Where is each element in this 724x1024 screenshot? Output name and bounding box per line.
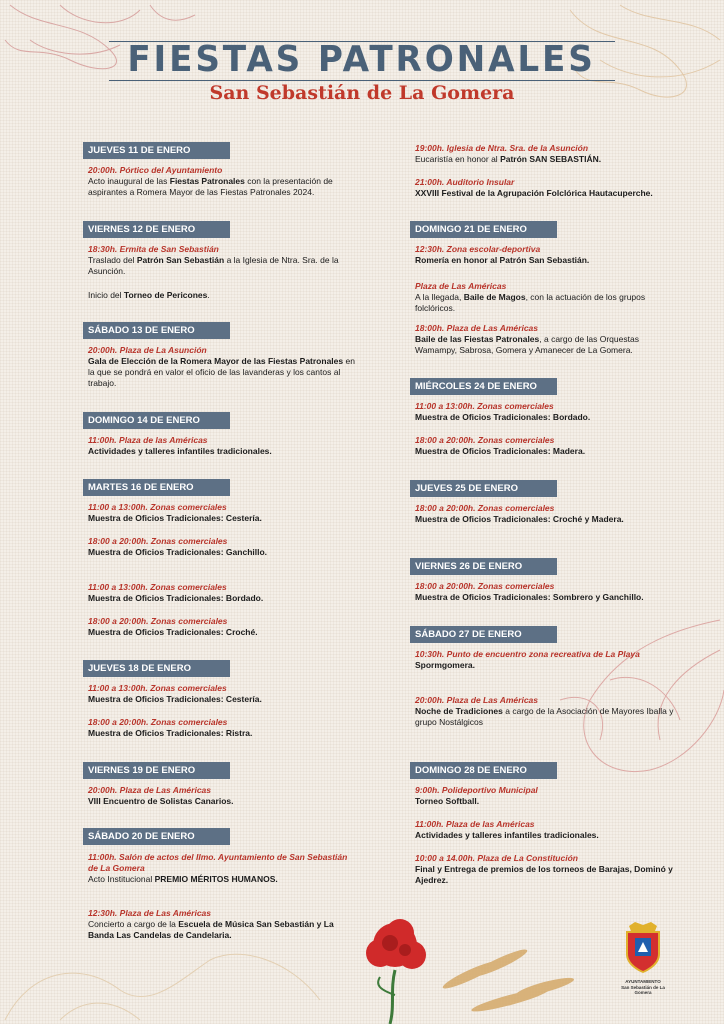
event-time-place: 11:00 a 13:00h. Zonas comerciales — [415, 401, 554, 411]
event-description — [415, 864, 675, 886]
event-item — [88, 717, 358, 739]
event-description — [88, 290, 358, 301]
event-text-bold: Torneo Softball. — [415, 796, 480, 806]
event-text-bold: Escuela de Música San Sebastián y La Banda Las Candelas de Candelaria. — [88, 919, 334, 940]
event-text-bold: VIII Encuentro de Solistas Canarios. — [88, 796, 234, 806]
event-description — [415, 592, 675, 603]
event-time-place: 21:00h. Auditorio Insular — [415, 177, 515, 187]
event-time-place: Plaza de Las Américas — [415, 281, 507, 291]
event-text-bold: Baile de las Fiestas Patronales — [415, 334, 540, 344]
event-text-bold: Muestra de Oficios Tradicionales: Sombrero y Ganchillo. — [415, 592, 644, 602]
day-header: VIERNES 12 DE ENERO — [83, 221, 230, 238]
event-item — [88, 536, 358, 558]
event-time-place: 11:00h. Salón de actos del Ilmo. Ayuntamiento de San Sebastián de La Gomera — [88, 852, 348, 873]
day-header: JUEVES 25 DE ENERO — [410, 480, 557, 497]
day-header: MIÉRCOLES 24 DE ENERO — [410, 378, 557, 395]
event-time-place: 11:00 a 13:00h. Zonas comerciales — [88, 502, 227, 512]
event-text-bold: Actividades y talleres infantiles tradicionales. — [88, 446, 272, 456]
event-item — [88, 244, 358, 277]
event-time-place: 18:30h. Ermita de San Sebastián — [88, 244, 219, 254]
event-text-bold: XXVIII Festival de la Agrupación Folclórica Hautacuperche. — [415, 188, 653, 198]
day-header: VIERNES 19 DE ENERO — [83, 762, 230, 779]
event-time-place: 20:00h. Plaza de Las Américas — [88, 785, 212, 795]
event-time-place: 11:00 a 13:00h. Zonas comerciales — [88, 582, 227, 592]
event-item — [88, 582, 358, 604]
day-header: VIERNES 26 DE ENERO — [410, 558, 557, 575]
event-description — [88, 874, 358, 885]
day-header: SÁBADO 13 DE ENERO — [83, 322, 230, 339]
event-item — [415, 581, 675, 603]
event-text-pre: Traslado del — [88, 255, 137, 265]
event-description — [88, 176, 358, 198]
event-description — [88, 728, 358, 739]
event-text-pre: Concierto a cargo de la — [88, 919, 179, 929]
event-description — [415, 188, 675, 199]
page-header — [0, 38, 724, 104]
event-description — [415, 514, 675, 525]
event-time-place: 18:00 a 20:00h. Zonas comerciales — [415, 503, 555, 513]
event-text-bold: Muestra de Oficios Tradicionales: Croché. — [88, 627, 258, 637]
event-time-place: 20:00h. Plaza de Las Américas — [415, 695, 539, 705]
event-time-place: 18:00h. Plaza de Las Américas — [415, 323, 539, 333]
event-item — [415, 695, 675, 728]
event-description — [415, 255, 675, 266]
page-title: FIESTAS PATRONALES — [127, 39, 597, 80]
event-time-place: 10:00 a 14.00h. Plaza de La Constitución — [415, 853, 578, 863]
event-description — [88, 694, 358, 705]
event-text-post: a cargo de la Asociación de Mayores Iballa y grupo Nostálgicos — [415, 706, 674, 727]
event-description — [88, 255, 358, 277]
event-description — [415, 706, 675, 728]
event-item — [415, 143, 675, 165]
event-text-bold: Spormgomera. — [415, 660, 475, 670]
day-header: SÁBADO 20 DE ENERO — [83, 828, 230, 845]
event-item — [415, 785, 675, 807]
event-item — [415, 177, 675, 199]
event-time-place: 18:00 a 20:00h. Zonas comerciales — [415, 435, 555, 445]
event-text-bold: Muestra de Oficios Tradicionales: Croché y Madera. — [415, 514, 624, 524]
event-time-place: 20:00h. Plaza de La Asunción — [88, 345, 207, 355]
event-text-pre: Eucaristía en honor al — [415, 154, 501, 164]
event-item — [415, 323, 675, 356]
event-text-pre: A la llegada, — [415, 292, 464, 302]
event-text-bold: Muestra de Oficios Tradicionales: Bordado. — [415, 412, 591, 422]
event-item — [415, 281, 675, 314]
event-time-place: 18:00 a 20:00h. Zonas comerciales — [88, 616, 228, 626]
event-text-bold: Final y Entrega de premios de los torneos de Barajas, Dominó y Ajedrez. — [415, 864, 673, 885]
event-text-post: a la Iglesia de Ntra. Sra. de la Asunción. — [88, 255, 339, 276]
event-item — [88, 908, 358, 941]
event-item — [88, 165, 358, 198]
title-bottom-rule — [109, 80, 614, 81]
event-time-place: 18:00 a 20:00h. Zonas comerciales — [88, 536, 228, 546]
day-header: MARTES 16 DE ENERO — [83, 479, 230, 496]
municipal-logo — [615, 922, 671, 996]
event-item — [88, 616, 358, 638]
event-text-pre: Inicio del — [88, 290, 124, 300]
flower-decoration-bottom-left — [0, 940, 330, 1024]
event-description — [88, 446, 358, 457]
event-description — [88, 919, 358, 941]
event-description — [415, 412, 675, 423]
event-time-place: 12:30h. Zona escolar-deportiva — [415, 244, 541, 254]
day-header: DOMINGO 14 DE ENERO — [83, 412, 230, 429]
event-time-place: 19:00h. Iglesia de Ntra. Sra. de la Asunción — [415, 143, 589, 153]
carnation-illustration — [350, 915, 590, 1024]
event-item — [88, 785, 358, 807]
title-wrap — [109, 38, 614, 82]
coat-of-arms-icon — [623, 922, 663, 974]
event-description — [88, 356, 358, 389]
day-header: DOMINGO 21 DE ENERO — [410, 221, 557, 238]
day-header: JUEVES 18 DE ENERO — [83, 660, 230, 677]
event-time-place: 20:00h. Pórtico del Ayuntamiento — [88, 165, 223, 175]
event-text-bold: Noche de Tradiciones — [415, 706, 503, 716]
event-description — [415, 154, 675, 165]
event-description — [88, 627, 358, 638]
event-description — [88, 796, 358, 807]
event-item — [415, 503, 675, 525]
day-header: DOMINGO 28 DE ENERO — [410, 762, 557, 779]
event-time-place: 18:00 a 20:00h. Zonas comerciales — [88, 717, 228, 727]
event-item — [415, 244, 675, 266]
page-subtitle: San Sebastián de La Gomera — [209, 82, 515, 104]
event-time-place: 10:30h. Punto de encuentro zona recreativa de La Playa — [415, 649, 640, 659]
event-item — [88, 852, 358, 885]
event-time-place: 9:00h. Polideportivo Municipal — [415, 785, 538, 795]
event-text-bold: Actividades y talleres infantiles tradicionales. — [415, 830, 599, 840]
event-description — [415, 660, 675, 671]
event-text-post: en la que se pondrá en valor el oficio de las lavanderas y los cantos al trabajo. — [88, 356, 355, 388]
event-text-bold: Patrón SAN SEBASTIÁN. — [500, 154, 602, 164]
event-item — [415, 853, 675, 886]
event-text-bold: Muestra de Oficios Tradicionales: Bordado. — [88, 593, 264, 603]
event-item — [415, 435, 675, 457]
day-header: JUEVES 11 DE ENERO — [83, 142, 230, 159]
event-item — [88, 683, 358, 705]
event-time-place: 11:00h. Plaza de las Américas — [88, 435, 208, 445]
event-item — [88, 502, 358, 524]
event-text-bold: Muestra de Oficios Tradicionales: Ganchillo. — [88, 547, 268, 557]
event-text-bold: Muestra de Oficios Tradicionales: Ristra. — [88, 728, 253, 738]
event-description — [88, 593, 358, 604]
event-description — [415, 292, 675, 314]
event-text-bold: Baile de Magos — [463, 292, 526, 302]
logo-line-1: AYUNTAMIENTO — [625, 979, 661, 984]
event-text-pre: Acto inaugural de las — [88, 176, 170, 186]
event-text-bold: Muestra de Oficios Tradicionales: Cestería. — [88, 513, 262, 523]
event-time-place: 11:00 a 13:00h. Zonas comerciales — [88, 683, 227, 693]
event-description — [415, 446, 675, 457]
event-text-bold: Gala de Elección de la Romera Mayor de las Fiestas Patronales — [88, 356, 344, 366]
event-item — [415, 819, 675, 841]
logo-line-2: San Sebastián de La Gomera — [621, 984, 665, 995]
event-text-pre: Acto Institucional — [88, 874, 155, 884]
event-item — [88, 290, 358, 301]
event-item — [415, 649, 675, 671]
event-description — [415, 830, 675, 841]
event-description — [88, 513, 358, 524]
event-description — [415, 796, 675, 807]
event-description — [415, 334, 675, 356]
event-time-place: 18:00 a 20:00h. Zonas comerciales — [415, 581, 555, 591]
event-text-bold: Patrón San Sebastián — [136, 255, 225, 265]
event-item — [88, 435, 358, 457]
event-item — [88, 345, 358, 389]
event-text-bold: Muestra de Oficios Tradicionales: Cestería. — [88, 694, 262, 704]
event-item — [415, 401, 675, 423]
event-description — [88, 547, 358, 558]
event-text-bold: Fiestas Patronales — [169, 176, 245, 186]
event-time-place: 11:00h. Plaza de las Américas — [415, 819, 535, 829]
event-text-post: , a cargo de las Orquestas Wamampy, Sabrosa, Gomera y Amanecer de La Gomera. — [415, 334, 639, 355]
event-text-bold: Muestra de Oficios Tradicionales: Madera. — [415, 446, 586, 456]
event-text-bold: Romería en honor al Patrón San Sebastián. — [415, 255, 590, 265]
event-text-bold: PREMIO MÉRITOS HUMANOS. — [154, 874, 278, 884]
event-text-post: , con la actuación de los grupos folclóricos. — [415, 292, 646, 313]
event-time-place: 12:30h. Plaza de Las Américas — [88, 908, 212, 918]
event-text-bold: Torneo de Pericones — [123, 290, 208, 300]
event-text-post: con la presentación de aspirantes a Romera Mayor de las Fiestas Patronales 2024. — [88, 176, 333, 197]
event-text-post: . — [207, 290, 210, 300]
day-header: SÁBADO 27 DE ENERO — [410, 626, 557, 643]
